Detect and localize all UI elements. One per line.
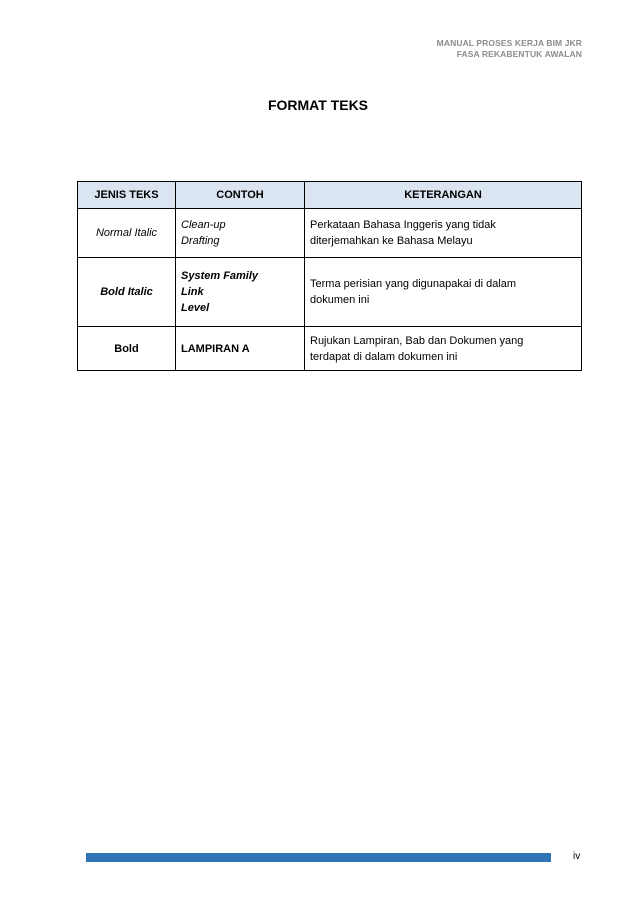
- keterangan-line: Terma perisian yang digunapakai di dalam: [310, 278, 517, 290]
- keterangan-cell: [305, 327, 582, 371]
- table-row: [78, 258, 582, 327]
- header-line-1: MANUAL PROSES KERJA BIM JKR: [436, 38, 582, 48]
- column-header-jenis: JENIS TEKS: [78, 182, 176, 209]
- contoh-line: System Family: [181, 270, 259, 282]
- keterangan-cell: [305, 258, 582, 327]
- page-number: iv: [573, 851, 581, 862]
- keterangan-line: dokumen ini: [310, 294, 370, 306]
- header-line-2: FASA REKABENTUK AWALAN: [456, 49, 582, 59]
- keterangan-cell: [305, 209, 582, 258]
- keterangan-line: terdapat di dalam dokumen ini: [310, 350, 458, 363]
- page-title: FORMAT TEKS: [267, 97, 369, 113]
- contoh-line: Drafting: [181, 235, 220, 247]
- table-row: [78, 209, 582, 258]
- format-table: [77, 181, 582, 371]
- jenis-cell: Normal Italic: [78, 209, 176, 258]
- contoh-cell: [176, 258, 305, 327]
- contoh-line: Level: [181, 302, 210, 314]
- keterangan-line: diterjemahkan ke Bahasa Melayu: [310, 235, 473, 247]
- contoh-line: LAMPIRAN A: [181, 342, 250, 355]
- contoh-line: Clean-up: [181, 219, 226, 231]
- keterangan-line: Rujukan Lampiran, Bab dan Dokumen yang: [310, 334, 524, 347]
- keterangan-line: Perkataan Bahasa Inggeris yang tidak: [310, 219, 496, 231]
- column-header-keterangan: KETERANGAN: [305, 182, 582, 209]
- contoh-cell: [176, 327, 305, 371]
- table-row: [78, 327, 582, 371]
- column-header-contoh: CONTOH: [176, 182, 305, 209]
- contoh-line: Link: [181, 286, 204, 298]
- jenis-cell: Bold: [78, 327, 176, 371]
- running-header: [437, 38, 582, 60]
- contoh-cell: [176, 209, 305, 258]
- footer-bar: [86, 853, 551, 862]
- table-header-row: [78, 182, 582, 209]
- jenis-cell: Bold Italic: [78, 258, 176, 327]
